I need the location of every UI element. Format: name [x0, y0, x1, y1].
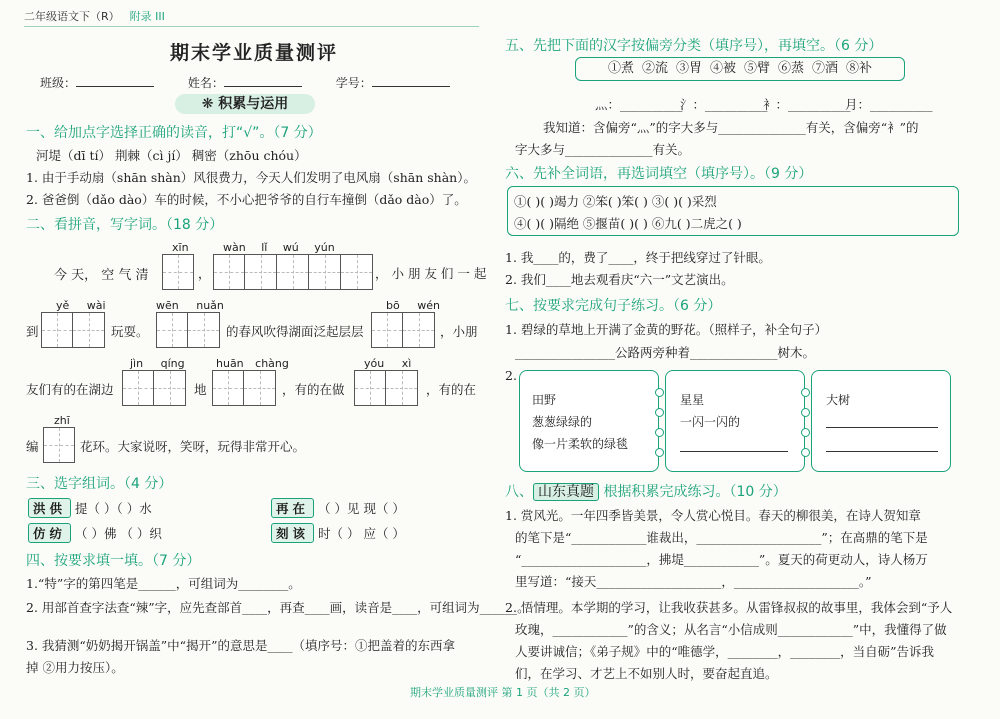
radical-blank[interactable]: 氵：__________	[680, 97, 768, 112]
binder-ring	[655, 408, 664, 417]
q8-text: “____________________，拂堤____________”。夏天的荷更动人，诗人杨万	[515, 552, 928, 567]
char-item: ①煮	[607, 61, 634, 76]
q2-title: 二、看拼音，写字词。（18 分）	[26, 217, 224, 233]
q2-text: 玩耍。	[111, 324, 149, 339]
binder-ring	[801, 388, 810, 397]
note-blank[interactable]	[826, 451, 938, 452]
writing-grid[interactable]	[156, 312, 220, 348]
note-text: 像一片柔软的绿毯	[532, 437, 629, 451]
q3-text: （ ）佛 （ ）织	[75, 526, 162, 541]
name-label: 姓名：	[187, 76, 224, 90]
q4-sentence1: 1.“特”字的第四笔是______，可组词为________。	[26, 576, 301, 591]
q3-text: 提（ ）（ ）水	[75, 501, 152, 516]
binder-ring	[655, 428, 664, 437]
note-blank[interactable]	[680, 451, 788, 452]
q4-sentence3: 3. 我猜测“奶奶揭开锅盖”中“揭开”的意思是____（填序号：①把盖着的东西拿	[26, 638, 455, 653]
q2-text: ，	[198, 266, 211, 281]
page-header	[24, 8, 165, 24]
radical-blank[interactable]: 灬：__________	[595, 97, 683, 112]
header-rule	[24, 26, 479, 27]
grade-label: 二年级语文下（R）	[24, 10, 120, 23]
q8-text: 人要讲诚信；《弟子规》中的“唯德学，________，________，当自砺”告诉我	[515, 644, 935, 659]
char-item: ③胃	[675, 61, 702, 76]
id-label: 学号：	[335, 76, 372, 90]
q6-sentence2: 2. 我们____地去观看庆“六一”文艺演出。	[505, 272, 734, 287]
char-item: ⑤臂	[744, 61, 771, 76]
binder-ring	[655, 388, 664, 397]
q2-text: ，小朋	[440, 324, 478, 339]
q2-text: 友们有的在湖边	[26, 382, 114, 397]
char-item: ②流	[641, 61, 668, 76]
note-blank[interactable]	[826, 427, 938, 428]
q8-text: 的笔下是“____________谁裁出，____________________”；在高鼎的笔下是	[515, 530, 928, 545]
char-pair-badge: 刻该	[271, 523, 314, 543]
writing-grid[interactable]	[371, 312, 435, 348]
section-band: ❋ 积累与运用	[175, 94, 315, 114]
note-card	[665, 370, 805, 472]
pinyin: zhī	[54, 414, 70, 427]
char-pair-badge: 洪供	[28, 498, 71, 518]
pinyin: jìn qíng	[130, 357, 185, 370]
pinyin: xīn	[172, 241, 189, 254]
char-item: ⑥蒸	[778, 61, 805, 76]
pinyin: huān chàng	[216, 357, 289, 370]
q7-item2: 2.	[505, 368, 517, 383]
binder-ring	[801, 428, 810, 437]
word-row: ①( )( )竭力 ②笨( )笨( ) ③( )( )采烈	[514, 194, 717, 209]
q4-sentence2: 2. 用部首查字法查“辣”字，应先查部首____，再查____画，读音是____，可组词为______。	[26, 600, 530, 615]
q2-text: 今 天， 空 气 清	[54, 268, 149, 283]
radical-blank[interactable]: 月：__________	[845, 97, 933, 112]
q3-text: 时（ ） 应（ ）	[318, 526, 405, 541]
appendix-tag: 附录 III	[129, 10, 165, 23]
radical-blank[interactable]: 衤：__________	[763, 97, 851, 112]
pinyin: wàn lǐ wú yún	[223, 241, 335, 254]
pinyin: bō wén	[386, 299, 440, 312]
char-pair-badge: 仿纺	[28, 523, 71, 543]
q6-sentence1: 1. 我____的，费了____，终于把线穿过了针眼。	[505, 250, 771, 265]
q2-text: 地	[194, 382, 207, 397]
student-info	[40, 74, 480, 91]
q8-text: 里写道：“接天____________________，____________________。”	[515, 574, 872, 589]
char-pair-badge: 再在	[271, 498, 314, 518]
q1-row1: 河堤（dī tí） 荆棘（cì jí） 稠密（zhōu chóu）	[36, 148, 307, 163]
q7-title: 七、按要求完成句子练习。（6 分）	[505, 298, 722, 314]
q5-sentence: 我知道：含偏旁“灬”的字大多与______________有关，含偏旁“衤”的	[543, 120, 919, 135]
q1-sentence1: 1. 由于手动扇（shān shàn）风很费力，今天人们发明了电风扇（shān shàn）。	[26, 170, 476, 185]
note-text: 一闪一闪的	[680, 415, 741, 429]
q6-title: 六、先补全词语，再选词填空（填序号）。（9 分）	[505, 166, 813, 182]
q2-text: ，有的在	[426, 382, 477, 397]
note-text: 星星	[680, 393, 705, 407]
character-box	[575, 57, 905, 81]
pinyin: wēn nuǎn	[156, 299, 224, 312]
char-item: ⑦酒	[812, 61, 839, 76]
page-title: 期末学业质量测评	[170, 42, 339, 64]
writing-grid[interactable]	[162, 254, 194, 290]
writing-grid[interactable]	[354, 370, 418, 406]
q8-text: 2. 悟情理。本学期的学习，让我收获甚多。从雷锋叔叔的故事里，我体会到“予人	[505, 600, 953, 615]
q4-sentence3-cont: 掉 ②用力按压）。	[26, 660, 124, 675]
char-item: ④被	[709, 61, 736, 76]
class-label: 班级：	[40, 76, 77, 90]
q3-title: 三、选字组词。（4 分）	[26, 476, 173, 492]
page-footer: 期末学业质量测评 第 1 页（共 2 页）	[410, 686, 596, 699]
band-text: 积累与运用	[218, 96, 289, 112]
q8-text: 玫瑰，____________”的含义；从名言“小信成则____________”中，我懂得了做	[515, 622, 947, 637]
binder-ring	[655, 448, 664, 457]
q7-sentence1: 1. 碧绿的草地上开满了金黄的野花。（照样子，补全句子）	[505, 322, 828, 337]
q5-title: 五、先把下面的汉字按偏旁分类（填序号），再填空。（6 分）	[505, 38, 883, 54]
note-text: 田野	[532, 393, 557, 407]
char-item: ⑧补	[846, 61, 873, 76]
q2-text: 的春风吹得湖面泛起层层	[226, 324, 364, 339]
writing-grid[interactable]	[122, 370, 186, 406]
q1-title: 一、给加点字选择正确的读音，打“√”。（7 分）	[26, 125, 322, 141]
word-row: ④( )( )隔绝 ⑤揠苗( )( ) ⑥九( )二虎之( )	[514, 216, 742, 231]
q8-number: 八、	[505, 484, 533, 500]
note-card	[811, 370, 951, 472]
q2-text: 编	[26, 439, 39, 454]
q4-title: 四、按要求填一填。（7 分）	[26, 553, 201, 569]
class-field[interactable]	[76, 86, 154, 87]
id-field[interactable]	[372, 86, 450, 87]
note-text: 葱葱绿绿的	[532, 415, 593, 429]
q7-blank-line[interactable]: ________________公路两旁种着______________树木。	[515, 345, 816, 360]
note-card	[519, 370, 659, 472]
pinyin: yóu xì	[364, 357, 412, 370]
writing-grid[interactable]	[212, 370, 276, 406]
q2-text: ，有的在做	[282, 382, 345, 397]
q8-text: 们，在学习、才艺上不如别人时，要奋起直追。	[515, 666, 778, 681]
q2-text: 到	[26, 324, 39, 339]
q3-text: （ ）见 现（ ）	[318, 501, 405, 516]
word-box	[507, 186, 959, 236]
name-field[interactable]	[224, 86, 302, 87]
q2-text: 花环。大家说呀，笑呀，玩得非常开心。	[80, 439, 306, 454]
q2-text: ， 小 朋 友 们 一 起	[375, 266, 487, 281]
binder-ring	[801, 448, 810, 457]
q1-sentence2: 2. 爸爸倒（dǎo dào）车的时候，不小心把爷爷的自行车撞倒（dǎo dào）了。	[26, 192, 467, 207]
q8-title: 根据积累完成练习。（10 分）	[603, 484, 787, 500]
note-text: 大树	[826, 393, 851, 407]
q5-sentence-cont: 字大多与______________有关。	[515, 142, 691, 157]
writing-grid[interactable]	[41, 312, 105, 348]
binder-ring	[801, 408, 810, 417]
exam-source-badge: 山东真题	[533, 483, 599, 501]
writing-grid[interactable]	[43, 427, 75, 463]
pinyin: yě wài	[56, 299, 106, 312]
q8-text: 1. 赏风光。一年四季皆美景，令人赏心悦目。春天的柳很美，在诗人贺知章	[505, 508, 921, 523]
writing-grid[interactable]	[213, 254, 373, 290]
